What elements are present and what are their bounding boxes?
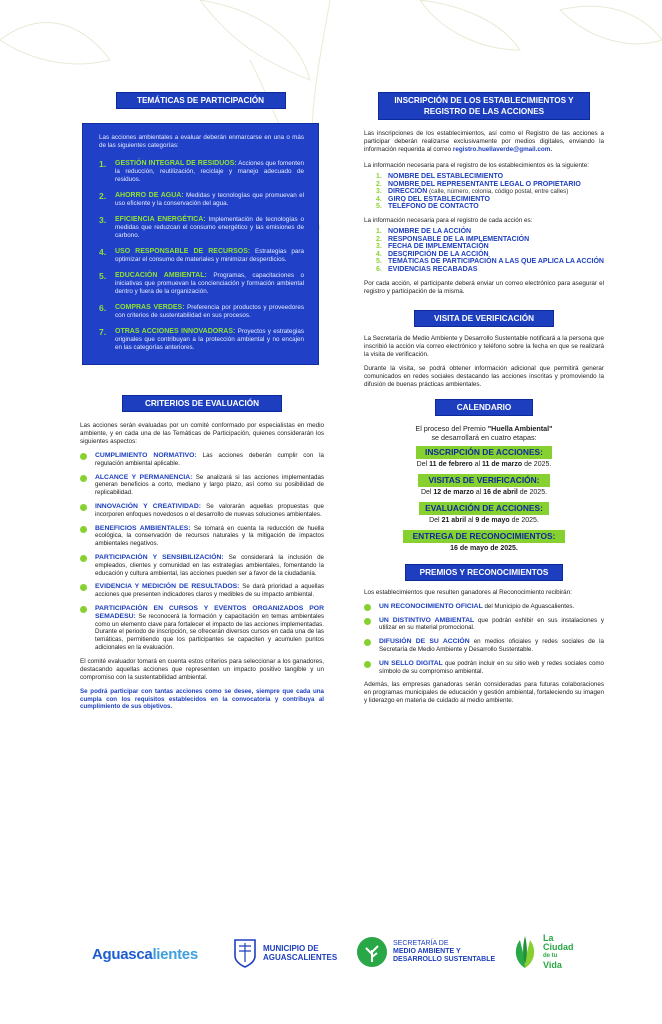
etapa-dates: Del 12 de marzo al 16 de abril de 2025. — [420, 488, 548, 496]
visita-heading: VISITA DE VERIFICACIÓN — [414, 310, 554, 327]
green-bullet-icon — [80, 504, 87, 511]
tematica-number: 6. — [99, 303, 107, 314]
list-item: 4. GIRO DEL ESTABLECIMIENTO — [376, 195, 490, 203]
criterio-item — [80, 474, 324, 497]
secretaria-logo: SECRETARÍA DE MEDIO AMBIENTE Y DESARROLLO SUSTENTABLE — [356, 936, 495, 968]
tematica-title: GESTIÓN INTEGRAL DE RESIDUOS: — [115, 160, 237, 167]
tematica-title: EDUCACIÓN AMBIENTAL: — [115, 272, 207, 280]
criterios-section — [80, 395, 324, 711]
visita-paragraph-2: Durante la visita, se podrá obtener información adicional que permitirá generar comunicados en redes sociales destacando las acciones inscritas y promoviendo la difusión de buenas prácticas ambientales. — [364, 364, 604, 388]
etapa-dates: Del 21 abril al 9 de mayo de 2025. — [429, 516, 539, 524]
tematica-item — [99, 304, 304, 320]
criterio-item — [80, 503, 324, 519]
list-item: 1. NOMBRE DE LA ACCIÓN — [376, 227, 472, 235]
list-item: 2. NOMBRE DEL REPRESENTANTE LEGAL O PROPIETARIO — [376, 180, 581, 188]
green-bullet-icon — [80, 475, 87, 482]
leaf-cluster-icon — [510, 934, 540, 970]
tematica-number: 4. — [99, 247, 107, 258]
etapa-label: INSCRIPCIÓN DE ACCIONES: — [416, 446, 552, 459]
criterio-item — [80, 583, 324, 599]
criterio-title: BENEFICIOS AMBIENTALES: — [95, 524, 191, 532]
inscripcion-intro: Las inscripciones de los establecimientos, así como el Registro de las acciones a participar deberán realizarse exclusivamente por medios digitales, enviando la información requerida al correo registro.huellaverde@gmail.com. — [364, 130, 604, 153]
criterios-heading: CRITERIOS DE EVALUACIÓN — [122, 395, 282, 412]
green-bullet-icon — [364, 604, 371, 611]
inscripcion-closing: Por cada acción, el participante deberá enviar un correo electrónico para asegurar el registro y participación de la misma. — [364, 279, 604, 295]
premios-heading: PREMIOS Y RECONOCIMIENTOS — [405, 564, 563, 581]
list-item: 5. TELÉFONO DE CONTACTO — [376, 203, 479, 211]
tematica-number: 2. — [99, 191, 107, 202]
tematicas-box — [82, 123, 319, 365]
premio-item: DIFUSIÓN DE SU ACCIÓN en medios oficiales y redes sociales de la Secretaría de Medio Ambiente y Desarrollo Sustentable. — [364, 638, 604, 654]
criterio-title: INNOVACIÓN Y CREATIVIDAD: — [95, 503, 202, 511]
etapa-label: ENTREGA DE RECONOCIMIENTOS: — [403, 530, 565, 543]
criterio-text: Se analizará si las acciones implementadas generan beneficios a corto, mediano y largo plazo, así como su posibilidad de replicabilidad. — [95, 473, 324, 497]
etapa-dates: Del 11 de febrero al 11 de marzo de 2025. — [416, 460, 552, 468]
criterio-title: PARTICIPACIÓN Y SENSIBILIZACIÓN: — [95, 554, 224, 562]
criterios-note: Se podrá participar con tantas acciones como se desee, siempre que cada una cumpla con los requisitos establecidos en la convocatoria y contribuya al cumplimiento de sus objetivos. — [80, 687, 324, 711]
tematicas-intro: Las acciones ambientales a evaluar deberán enmarcarse en una o más de las siguientes categorías: — [99, 134, 304, 149]
establecimiento-list — [376, 173, 604, 211]
inscripcion-section — [364, 92, 604, 296]
tematica-number: 3. — [99, 215, 107, 226]
left-column — [80, 92, 324, 711]
criterio-text: Las acciones deberán cumplir con la regulación ambiental aplicable. — [95, 452, 324, 467]
premios-intro: Los establecimientos que resulten ganadores al Reconocimiento recibirán: — [364, 588, 572, 596]
tematica-item — [99, 192, 304, 208]
tematica-text: Preferencia por productos y proveedores con criterios de sustentabilidad en sus procesos. — [115, 304, 304, 320]
tematica-title: AHORRO DE AGUA: — [115, 192, 184, 200]
premio-item: UN RECONOCIMIENTO OFICIAL del Municipio de Aguascalientes. — [364, 603, 604, 611]
criterio-title: PARTICIPACIÓN EN CURSOS Y EVENTOS ORGANIZADOS POR SEMADESU: — [95, 605, 324, 620]
tematica-title: EFICIENCIA ENERGÉTICA: — [115, 216, 206, 224]
registration-email: registro.huellaverde@gmail.com. — [452, 146, 553, 153]
tematica-title: COMPRAS VERDES: — [115, 304, 185, 312]
tematica-item — [99, 216, 304, 240]
criterio-text: Se reconocerá la formación y capacitación en temas ambientales como un elemento clave para fortalecer el impacto de las acciones implementadas. Durante el periodo de inscripción, se ofrecerán diversos cursos en cada una de las temáticas, permitiendo que los participantes se capaciten y acumulen puntos adicionales en la evaluación. — [95, 612, 324, 652]
criterio-text: Se considerará la inclusión de empleados, clientes y comunidad en las estrategias ambientales, fomentando la educación y cultura ambiental, las acciones pueden ser a favor de la ciudadanía. — [95, 554, 324, 577]
tematica-text: Estrategias para optimizar el consumo de materiales y minimizar desperdicios. — [115, 248, 304, 264]
list-item: 6. EVIDENCIAS RECABADAS — [376, 265, 478, 273]
tematica-text: Programas, capacitaciones o iniciativas que promuevan la concienciación y formación ambiental dentro y fuera de la organización. — [115, 272, 304, 296]
inscripcion-heading: INSCRIPCIÓN DE LOS ESTABLECIMIENTOS Y REGISTRO DE LAS ACCIONES — [378, 92, 590, 120]
aguascalientes-logo: Aguasca lientes — [92, 946, 198, 963]
list-item: 4. DESCRIPCIÓN DE LA ACCIÓN — [376, 250, 489, 258]
green-bullet-icon — [80, 584, 87, 591]
green-bullet-icon — [364, 639, 371, 646]
criterio-text: Se dará prioridad a aquellas acciones que presenten indicadores claros y medibles de su impacto ambiental. — [95, 583, 324, 599]
ciudad-de-tu-vida-logo: La Ciudad de tu Vida — [510, 934, 574, 970]
tematica-number: 7. — [99, 327, 107, 338]
tematica-item — [99, 248, 304, 264]
tematica-item — [99, 272, 304, 296]
tematica-text: Proyectos y estrategias originales que contribuyan a la protección ambiental y no encajen en las categorías anteriores. — [115, 328, 304, 352]
criterio-text: Se tomará en cuenta la reducción de huella ecológica, la conservación de recursos naturales y la mitigación de impactos ambientales negativos. — [95, 524, 324, 548]
tematicas-heading: TEMÁTICAS DE PARTICIPACIÓN — [116, 92, 286, 109]
criterio-text: Se valorarán aquellas propuestas que incorporen enfoques novedosos o el desarrollo de nuevas soluciones ambientales. — [95, 503, 324, 518]
criterio-item — [80, 525, 324, 548]
green-bullet-icon — [80, 453, 87, 460]
premio-item: UN SELLO DIGITAL que podrán incluir en su sitio web y redes sociales como símbolo de su compromiso ambiental. — [364, 660, 604, 676]
criterios-intro: Las acciones serán evaluadas por un comité conformado por especialistas en medio ambiente, y en cada una de las Temáticas de Participación, quienes considerarán los siguientes aspectos: — [80, 422, 324, 446]
accion-list — [376, 228, 604, 274]
tematica-item — [99, 328, 304, 352]
municipio-crest-icon — [233, 938, 257, 968]
criterios-closing: El comité evaluador tomará en cuenta estos criterios para seleccionar a los ganadores, destacando aquellas acciones que representen un impacto positivo tangible y un compromiso con la sustentabilidad ambiental. — [80, 657, 324, 681]
tematica-title: USO RESPONSABLE DE RECURSOS: — [115, 248, 251, 256]
criterio-item — [80, 452, 324, 468]
establecimientos-intro: La información necesaria para el registro de los establecimientos es la siguiente: — [364, 162, 590, 169]
list-item: 3. FECHA DE IMPLEMENTACIÓN — [376, 243, 489, 251]
premio-item: UN DISTINTIVO AMBIENTAL que podrán exhibir en sus instalaciones y utilizar en su material promocional. — [364, 617, 604, 633]
tematica-number: 1. — [99, 159, 107, 169]
calendario-heading: CALENDARIO — [435, 399, 533, 416]
tematicas-section — [82, 92, 319, 365]
visita-paragraph-1: La Secretaría de Medio Ambiente y Desarrollo Sustentable notificará a la persona que inscribió la acción vía correo electrónico y teléfono sobre la fecha en que se realizará la visita de verificación. — [364, 334, 604, 358]
acciones-intro: La información necesaria para el registro de cada acción es: — [364, 216, 533, 224]
premios-closing: Además, las empresas ganadoras serán consideradas para futuras colaboraciones en programas municipales de educación y gestión ambiental, fortaleciendo su imagen y liderazgo en materia de cuidado al medio ambiente. — [364, 681, 604, 705]
premios-section — [364, 564, 604, 706]
tematica-text: Acciones que fomenten la reducción, reutilización, reciclaje y manejo adecuado de residuos. — [115, 160, 305, 183]
list-item: 5. TEMÁTICAS DE PARTICIPACIÓN A LAS QUE APLICA LA ACCIÓN — [376, 258, 604, 266]
tree-emblem-icon — [356, 936, 388, 968]
etapa-label: EVALUACIÓN DE ACCIONES: — [419, 502, 549, 515]
list-item: 1. NOMBRE DEL ESTABLECIMIENTO — [376, 173, 504, 180]
criterio-title: ALCANCE Y PERMANENCIA: — [95, 473, 193, 481]
list-item: 3. DIRECCIÓN (calle, número, colonia, código postal, entre calles) — [376, 188, 569, 196]
tematica-item — [99, 160, 304, 184]
tematica-text: Medidas y tecnologías que promuevan el uso eficiente y la conservación del agua. — [115, 192, 304, 207]
tematica-text: Implementación de tecnologías o medidas que reduzcan el consumo energético y las emisiones de carbono. — [115, 216, 305, 239]
criterio-item — [80, 554, 324, 577]
green-bullet-icon — [80, 606, 87, 613]
criterio-item — [80, 605, 324, 652]
calendario-section — [364, 399, 604, 552]
municipio-logo: MUNICIPIO DE AGUASCALIENTES — [233, 938, 337, 968]
green-bullet-icon — [80, 555, 87, 562]
calendario-intro: El proceso del Premio "Huella Ambiental" se desarrollará en cuatro etapas: — [415, 423, 553, 442]
visita-section — [364, 310, 604, 389]
list-item: 2. RESPONSABLE DE LA IMPLEMENTACIÓN — [376, 235, 530, 243]
criterio-title: CUMPLIMIENTO NORMATIVO: — [95, 452, 197, 460]
etapa-label: VISITAS DE VERIFICACIÓN: — [418, 474, 550, 487]
criterio-title: EVIDENCIA Y MEDICIÓN DE RESULTADOS: — [95, 583, 240, 591]
green-bullet-icon — [364, 618, 371, 625]
tematica-number: 5. — [99, 271, 107, 282]
etapa-dates: 16 de mayo de 2025. — [450, 544, 518, 552]
green-bullet-icon — [364, 661, 371, 668]
right-column — [364, 92, 604, 715]
tematica-title: OTRAS ACCIONES INNOVADORAS: — [115, 328, 236, 336]
green-bullet-icon — [80, 526, 87, 533]
